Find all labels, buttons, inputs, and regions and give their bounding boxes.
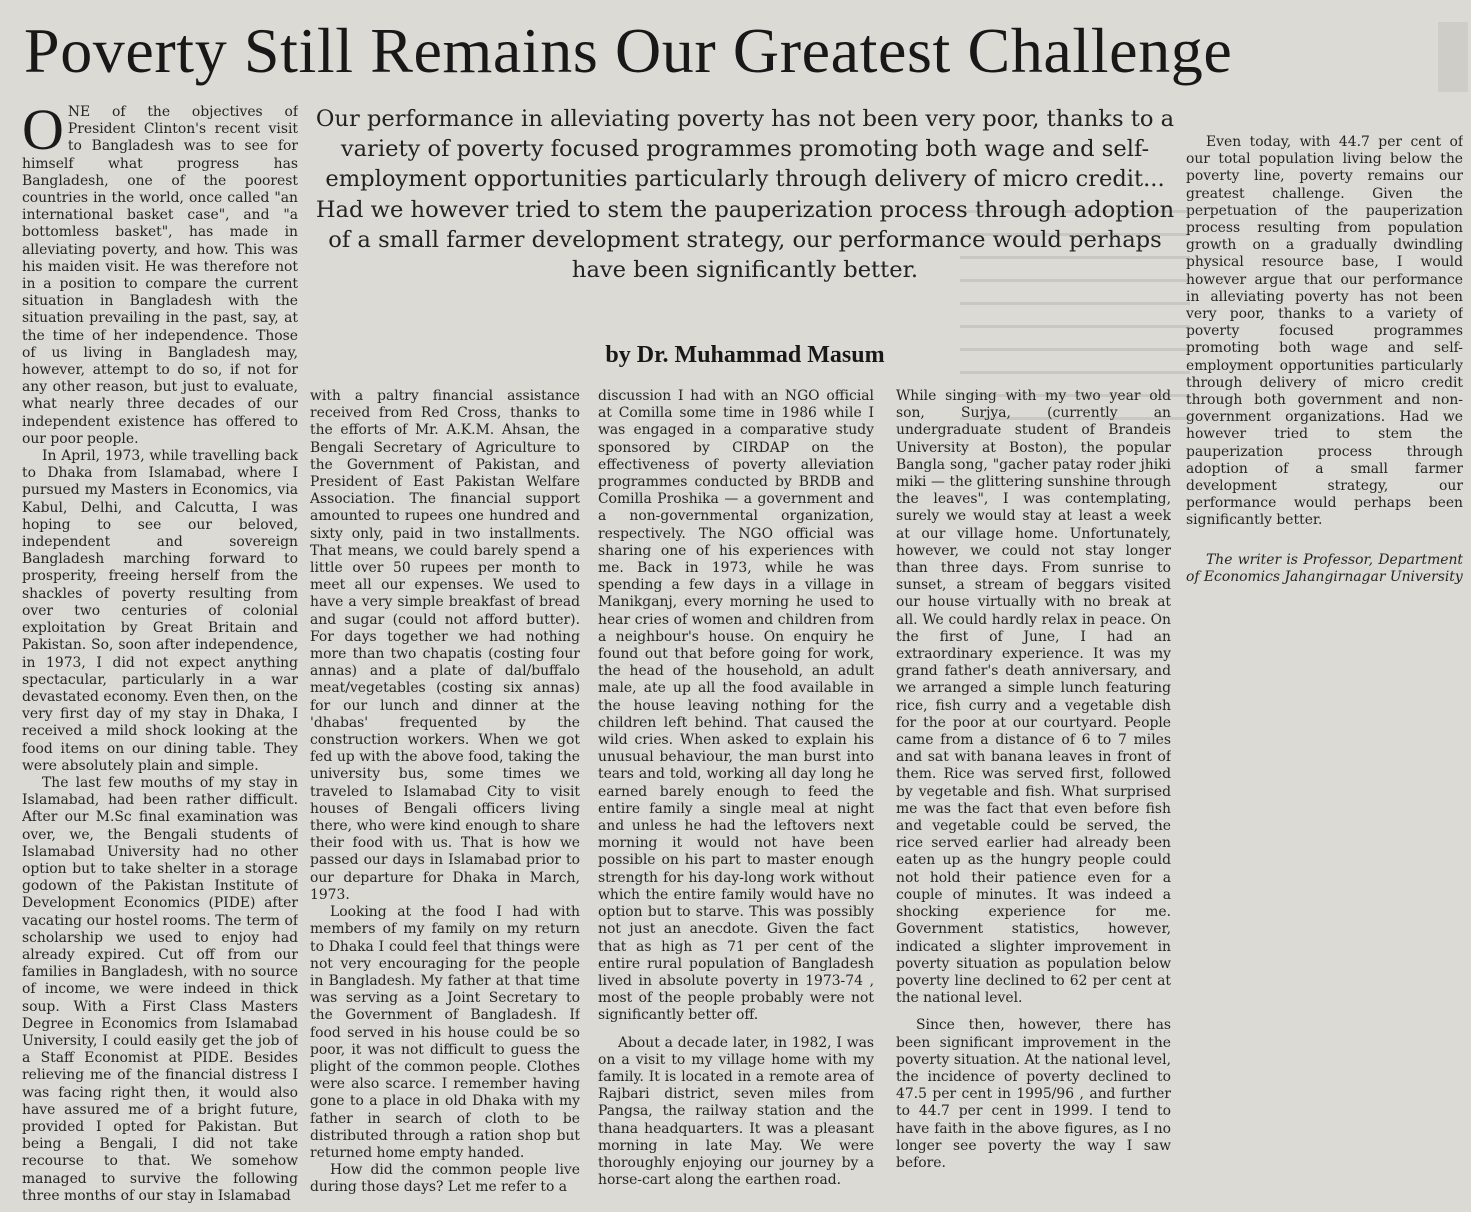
article-column-4	[896, 388, 1171, 1200]
paragraph-6: About a decade later, in 1982, I was on a visit to my village home with my family. It is located in a remote area of Rajbari district, seven miles from Pangsa, the railway station and the thana headquarters. It was a pleasant morning in late May. We were thoroughly enjoying our journey by a horse-cart along the earthen road.	[598, 1034, 874, 1189]
article-column-5	[1186, 116, 1463, 1206]
headline: Poverty Still Remains Our Greatest Challenge	[24, 15, 1233, 86]
paragraph-6-continued: While singing with my two year old son, Surjya, (currently an undergraduate student of Brandeis University at Boston), the popular Bangla song, "gacher patay roder jhiki miki — the glittering sunshine through the leaves", I was contemplating, surely we would stay at least a week at our village home. Unfortunately, however, we could not stay longer than three days. From sunrise to sunset, a stream of beggars visited our house virtually with no break at all. We could hardly relax in peace. On the first of June, I had an extraordinary experience. It was my grand father's death anniversary, and we arranged a simple lunch featuring rice, fish curry and a vegetable dish for the poor at our courtyard. People came from a distance of 6 to 7 miles and sat with banana leaves in front of them. Rice was served first, followed by vegetable and fish. What surprised me was the fact that even before fish and vegetable could be served, the rice served earlier had already been eaten up as the hungry people could not hold their patience even for a couple of minutes. It was indeed a shocking experience for me. Government statistics, however, indicated a slighter improvement in poverty situation as population below poverty line declined to 62 per cent at the national level.	[896, 388, 1171, 1007]
paragraph-2: In April, 1973, while travelling back to Dhaka from Islamabad, where I pursued my Masters in Economics, via Kabul, Delhi, and Calcutta, I was hoping to see our beloved, independent and sovereign Bangladesh marching forward to prosperity, freeing herself from the shackles of poverty resulting from over two centuries of colonial exploitation by Great Britain and Pakistan. So, soon after independence, in 1973, I did not expect anything spectacular, particularly in a war devastated economy. Even then, on the very first day of my stay in Dhaka, I received a mild shock looking at the food items on our dining table. They were absolutely plain and simple.	[22, 448, 298, 774]
article-column-3	[598, 388, 874, 1200]
paragraph-3: The last few mouths of my stay in Islamabad, had been rather difficult. After our M.Sc final examination was over, we, the Bengali students of Islamabad University had no other option but to take shelter in a storage godown of the Pakistan Institute of Development Economics (PIDE) after vacating our hostel rooms. The term of scholarship we used to enjoy had already expired. Cut off from our families in Bangladesh, with no source of income, we were indeed in thick soup. With a First Class Masters Degree in Economics from Islamabad University, I could easily get the job of a Staff Economist at PIDE. Besides relieving me of the financial distress I was facing right then, it would also have assured me of a bright future, provided I opted for Pakistan. But being a Bengali, I did not take recourse to that. We somehow managed to survive the following three months of our stay in Islamabad	[22, 774, 298, 1204]
article-column-1	[22, 104, 298, 1204]
paragraph-3-continued: with a paltry financial assistance received from Red Cross, thanks to the efforts of Mr. A.K.M. Ahsan, the Bengali Secretary of Agriculture to the Government of Pakistan, and President of East Pakistan Welfare Association. The financial support amounted to rupees one hundred and sixty only, paid in two installments. That means, we could barely spend a little over 50 rupees per month to meet all our expenses. We used to have a very simple breakfast of bread and sugar (could not afford butter). For days together we had nothing more than two chapatis (costing four annas) and a plate of dal/buffalo meat/vegetables (costing six annas) for our lunch and dinner at the 'dhabas' frequented by the construction workers. When we got fed up with the above food, taking the university bus, some times we traveled to Islamabad City to visit houses of Bengali officers living there, who were kind enough to share their food with us. That is how we passed our days in Islamabad prior to our departure for Dhaka in March, 1973.	[310, 388, 580, 903]
writer-credit: The writer is Professor, Department of Economics Jahangirnagar University	[1186, 551, 1463, 585]
paragraph-5-continued: discussion I had with an NGO official at Comilla some time in 1986 while I was engaged in a comparative study sponsored by CIRDAP on the effectiveness of poverty alleviation programmes conducted by BRDB and Comilla Proshika — a government and a non-governmental organization, respectively. The NGO official was sharing one of his experiences with me. Back in 1973, while he was spending a few days in a village in Manikganj, every morning he used to hear cries of women and children from a neighbour's house. On enquiry he found out that before going for work, the head of the household, an adult male, ate up all the food available in the house leaving nothing for the children left behind. That caused the wild cries. When asked to explain his unusual behaviour, the man burst into tears and told, working all day long he earned barely enough to feed the entire family a single meal at night and unless he had the leftovers next morning it would not have been possible on his part to master enough strength for his day-long work without which the entire family would have no option but to starve. This was possibly not just an anecdote. Given the fact that as high as 71 per cent of the entire rural population of Bangladesh lived in absolute poverty in 1973-74 , most of the people probably were not significantly better off.	[598, 388, 874, 1024]
paragraph-5: How did the common people live during those days? Let me refer to a	[310, 1162, 580, 1196]
paragraph-1-text: NE of the objectives of President Clinton's recent visit to Bangladesh was to see for himself what progress has Bangladesh, one of the poorest countries in the world, once called "an international basket case", and "a bottomless basket", has made in alleviating poverty, and how. This was his maiden visit. He was therefore not in a position to compare the current situation in Bangladesh with the situation prevailing in the past, say, at the time of her independence. Those of us living in Bangladesh may, however, attempt to do so, if not for any other reason, but just to evaluate, what nearly three decades of our independent existence has offered to our poor people.	[22, 104, 298, 447]
drop-cap: O	[22, 104, 64, 162]
paragraph-8: Even today, with 44.7 per cent of our total population living below the poverty line, poverty remains our greatest challenge. Given the perpetuation of the pauperization process resulting from population growth on a gradually dwindling physical resource base, I would however argue that our performance in alleviating poverty has not been very poor, thanks to a variety of poverty focused programmes promoting both wage and self-employment opportunities particularly through delivery of micro credit through both government and non-government organizations. Had we however tried to stem the pauperization process through adoption of a small farmer development strategy, our performance would perhaps been significantly better.	[1186, 134, 1463, 529]
paragraph-1	[22, 104, 298, 448]
pull-quote: Our performance in alleviating poverty has not been very poor, thanks to a variety of poverty focused programmes promoting both wage and self-employment opportunities particularly through delivery of micro credit... Had we however tried to stem the pauperization process through adoption of a small farmer development strategy, our performance would perhaps have been significantly better.	[315, 106, 1175, 284]
paragraph-7: Since then, however, there has been significant improvement in the poverty situation. At the national level, the incidence of poverty declined to 47.5 per cent in 1995/96 , and further to 44.7 per cent in 1999. I tend to have faith in the above figures, as I no longer see poverty the way I saw before.	[896, 1017, 1171, 1171]
article-column-2	[310, 388, 580, 1200]
paragraph-4: Looking at the food I had with members of my family on my return to Dhaka I could feel that things were not very encouraging for the people in Bangladesh. My father at that time was serving as a Joint Secretary to the Government of Bangladesh. If food served in his house could be so poor, it was not difficult to guess the plight of the common people. Clothes were also scarce. I remember having gone to a place in old Dhaka with my father in search of cloth to be distributed through a ration shop but returned home empty handed.	[310, 904, 580, 1161]
byline: by Dr. Muhammad Masum	[605, 342, 885, 368]
